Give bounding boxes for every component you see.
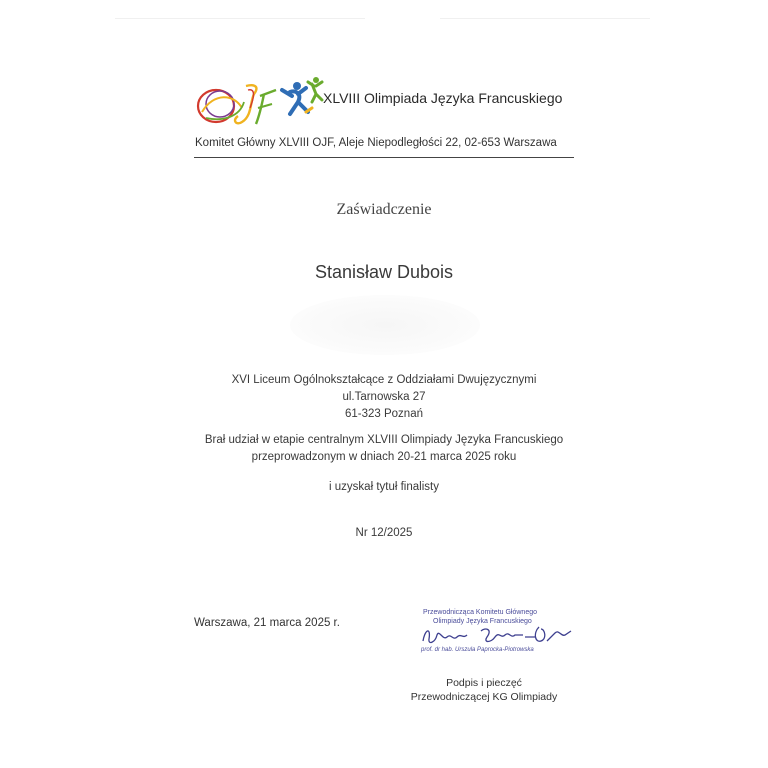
school-city: 61-323 Poznań bbox=[344, 408, 423, 420]
olympiad-logo bbox=[194, 72, 324, 132]
signature-caption bbox=[399, 676, 569, 704]
scan-edge-line bbox=[440, 18, 650, 19]
participation-statement bbox=[0, 432, 768, 466]
olympiad-title: XLVIII Olimpiada Języka Francuskiego bbox=[323, 90, 563, 106]
stamp-line-1: Przewodnicząca Komitetu Głównego bbox=[423, 609, 538, 616]
signature-caption-line-2: Przewodniczącej KG Olimpiady bbox=[410, 691, 558, 703]
ojf-logo-graphic bbox=[194, 72, 324, 132]
certificate-number: Nr 12/2025 bbox=[355, 527, 413, 539]
date-place: Warszawa, 21 marca 2025 r. bbox=[194, 617, 340, 629]
committee-address: Komitet Główny XLVIII OJF, Aleje Niepodległości 22, 02-653 Warszawa bbox=[195, 137, 557, 149]
scan-edge-line bbox=[115, 18, 365, 19]
school-name: XVI Liceum Ogólnokształcące z Oddziałami Dwujęzycznymi bbox=[231, 374, 537, 386]
stamp-line-2: Olimpiady Języka Francuskiego bbox=[433, 618, 532, 625]
header-divider bbox=[194, 157, 574, 158]
document-title: Zaświadczenie bbox=[336, 201, 432, 218]
statement-line-2: przeprowadzonym w dniach 20-21 marca 2025 roku bbox=[251, 451, 517, 463]
stamp-name: prof. dr hab. Urszula Paprocka-Piotrowska bbox=[421, 647, 534, 653]
signature-caption-line-1: Podpis i pieczęć bbox=[446, 677, 522, 689]
scan-smudge bbox=[290, 295, 480, 355]
statement-line-1: Brał udział w etapie centralnym XLVIII Olimpiady Języka Francuskiego bbox=[204, 434, 564, 446]
school-block bbox=[0, 372, 768, 423]
recipient-name: Stanisław Dubois bbox=[314, 262, 454, 282]
signature-stamp bbox=[415, 607, 575, 657]
achievement-text: i uzyskał tytuł finalisty bbox=[329, 481, 439, 493]
school-street: ul.Tarnowska 27 bbox=[342, 391, 426, 403]
